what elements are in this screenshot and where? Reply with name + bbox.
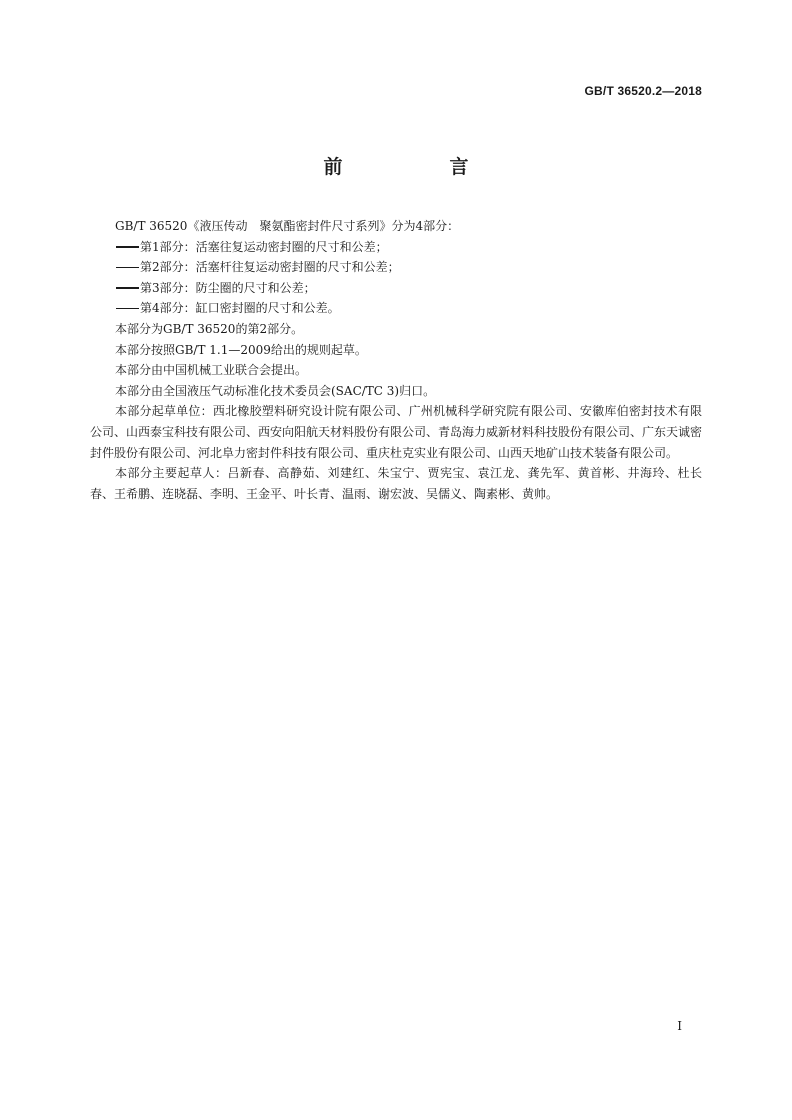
list-item-text: 第1部分：活塞往复运动密封圈的尺寸和公差； bbox=[140, 239, 388, 254]
page-number: I bbox=[677, 1019, 682, 1033]
paragraph-drafting-units: 本部分起草单位：西北橡胶塑料研究设计院有限公司、广州机械科学研究院有限公司、安徽库伯密封技术有限公司、山西泰宝科技有限公司、西安向阳航天材料股份有限公司、青岛海力威新材料科技股份有限公司、广东天诚密封件股份有限公司、河北阜力密封件科技有限公司、重庆杜克实业有限公司、山西天地矿山技术装备有限公司。 bbox=[90, 404, 703, 460]
standard-code: GB/T 36520.2—2018 bbox=[584, 84, 702, 98]
list-item-text: 第3部分：防尘圈的尺寸和公差； bbox=[140, 280, 316, 295]
paragraph-parts-intro: GB/T 36520《液压传动 聚氨酯密封件尺寸系列》分为4部分： bbox=[115, 219, 460, 233]
em-dash-mark bbox=[115, 242, 140, 252]
list-item-text: 第4部分：缸口密封圈的尺寸和公差。 bbox=[140, 301, 340, 316]
paragraph-proposed-by: 本部分由中国机械工业联合会提出。 bbox=[115, 363, 308, 378]
paragraph-technical-committee: 本部分由全国液压气动标准化技术委员会(SAC/TC 3)归口。 bbox=[115, 383, 436, 398]
paragraph-part-statement: 本部分为GB/T 36520的第2部分。 bbox=[115, 321, 304, 336]
paragraph-main-drafters: 本部分主要起草人：吕新春、高静茹、刘建红、朱宝宁、贾宪宝、袁江龙、龚先军、黄首彬、井海玲、杜长春、王希鹏、连晓磊、李明、王金平、叶长青、温雨、谢宏波、吴儒义、陶素彬、黄帅。 bbox=[90, 466, 702, 501]
list-item-part-3 bbox=[90, 278, 702, 299]
list-item-part-1 bbox=[90, 237, 702, 258]
em-dash-mark bbox=[115, 263, 140, 273]
list-item-part-4 bbox=[90, 298, 702, 319]
foreword-body bbox=[90, 216, 702, 504]
list-item-part-2 bbox=[90, 257, 702, 278]
paragraph-drafting-rules: 本部分按照GB/T 1.1—2009给出的规则起草。 bbox=[115, 342, 367, 357]
list-item-text: 第2部分：活塞杆往复运动密封圈的尺寸和公差； bbox=[140, 260, 400, 275]
em-dash-mark bbox=[115, 304, 140, 314]
em-dash-mark bbox=[115, 283, 140, 293]
page-title: 前 言 bbox=[323, 156, 513, 178]
